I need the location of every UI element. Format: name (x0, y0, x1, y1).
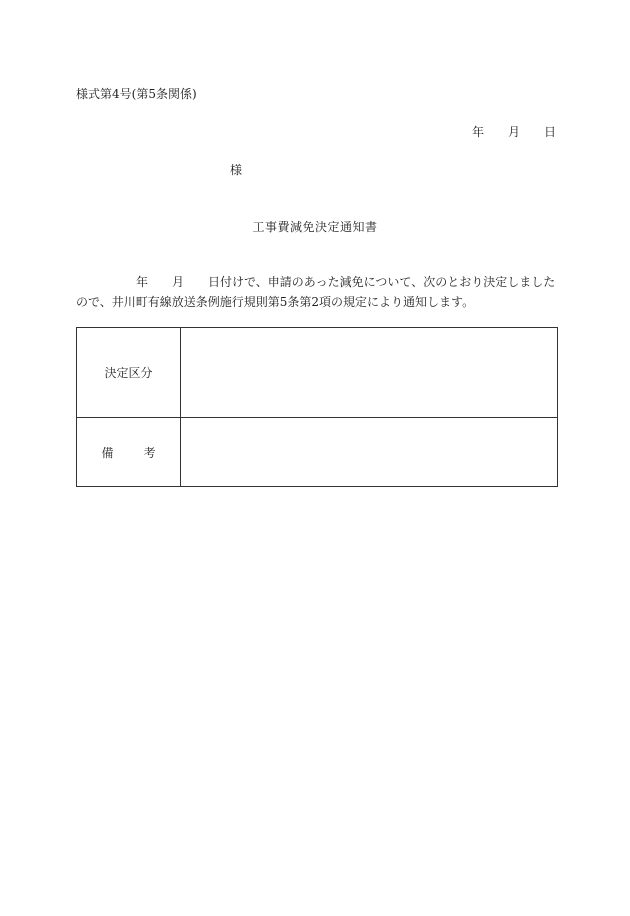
remarks-value (181, 418, 558, 487)
table-row (77, 418, 558, 487)
decision-category-label: 決定区分 (77, 328, 181, 418)
date-month: 月 (507, 125, 520, 139)
date-day: 日 (543, 125, 556, 139)
addressee-honorific: 様 (229, 163, 242, 177)
date-line (472, 123, 556, 140)
body-month: 月 (172, 275, 185, 289)
body-paragraph (76, 272, 558, 312)
body-year: 年 (136, 275, 149, 289)
remarks-label-right: 考 (143, 445, 156, 460)
document-title: 工事費減免決定通知書 (252, 220, 378, 234)
table-row (77, 328, 558, 418)
date-year: 年 (471, 125, 484, 139)
decision-table (76, 327, 558, 487)
remarks-label-left: 備 (101, 445, 114, 460)
form-number: 様式第4号(第5条関係) (76, 87, 197, 101)
body-text: 日付けで、申請のあった減免について、次のとおり決定しましたので、井川町有線放送条例施行規則第5条第2項の規定により通知します。 (76, 275, 556, 309)
decision-category-value (181, 328, 558, 418)
remarks-label (77, 418, 181, 487)
